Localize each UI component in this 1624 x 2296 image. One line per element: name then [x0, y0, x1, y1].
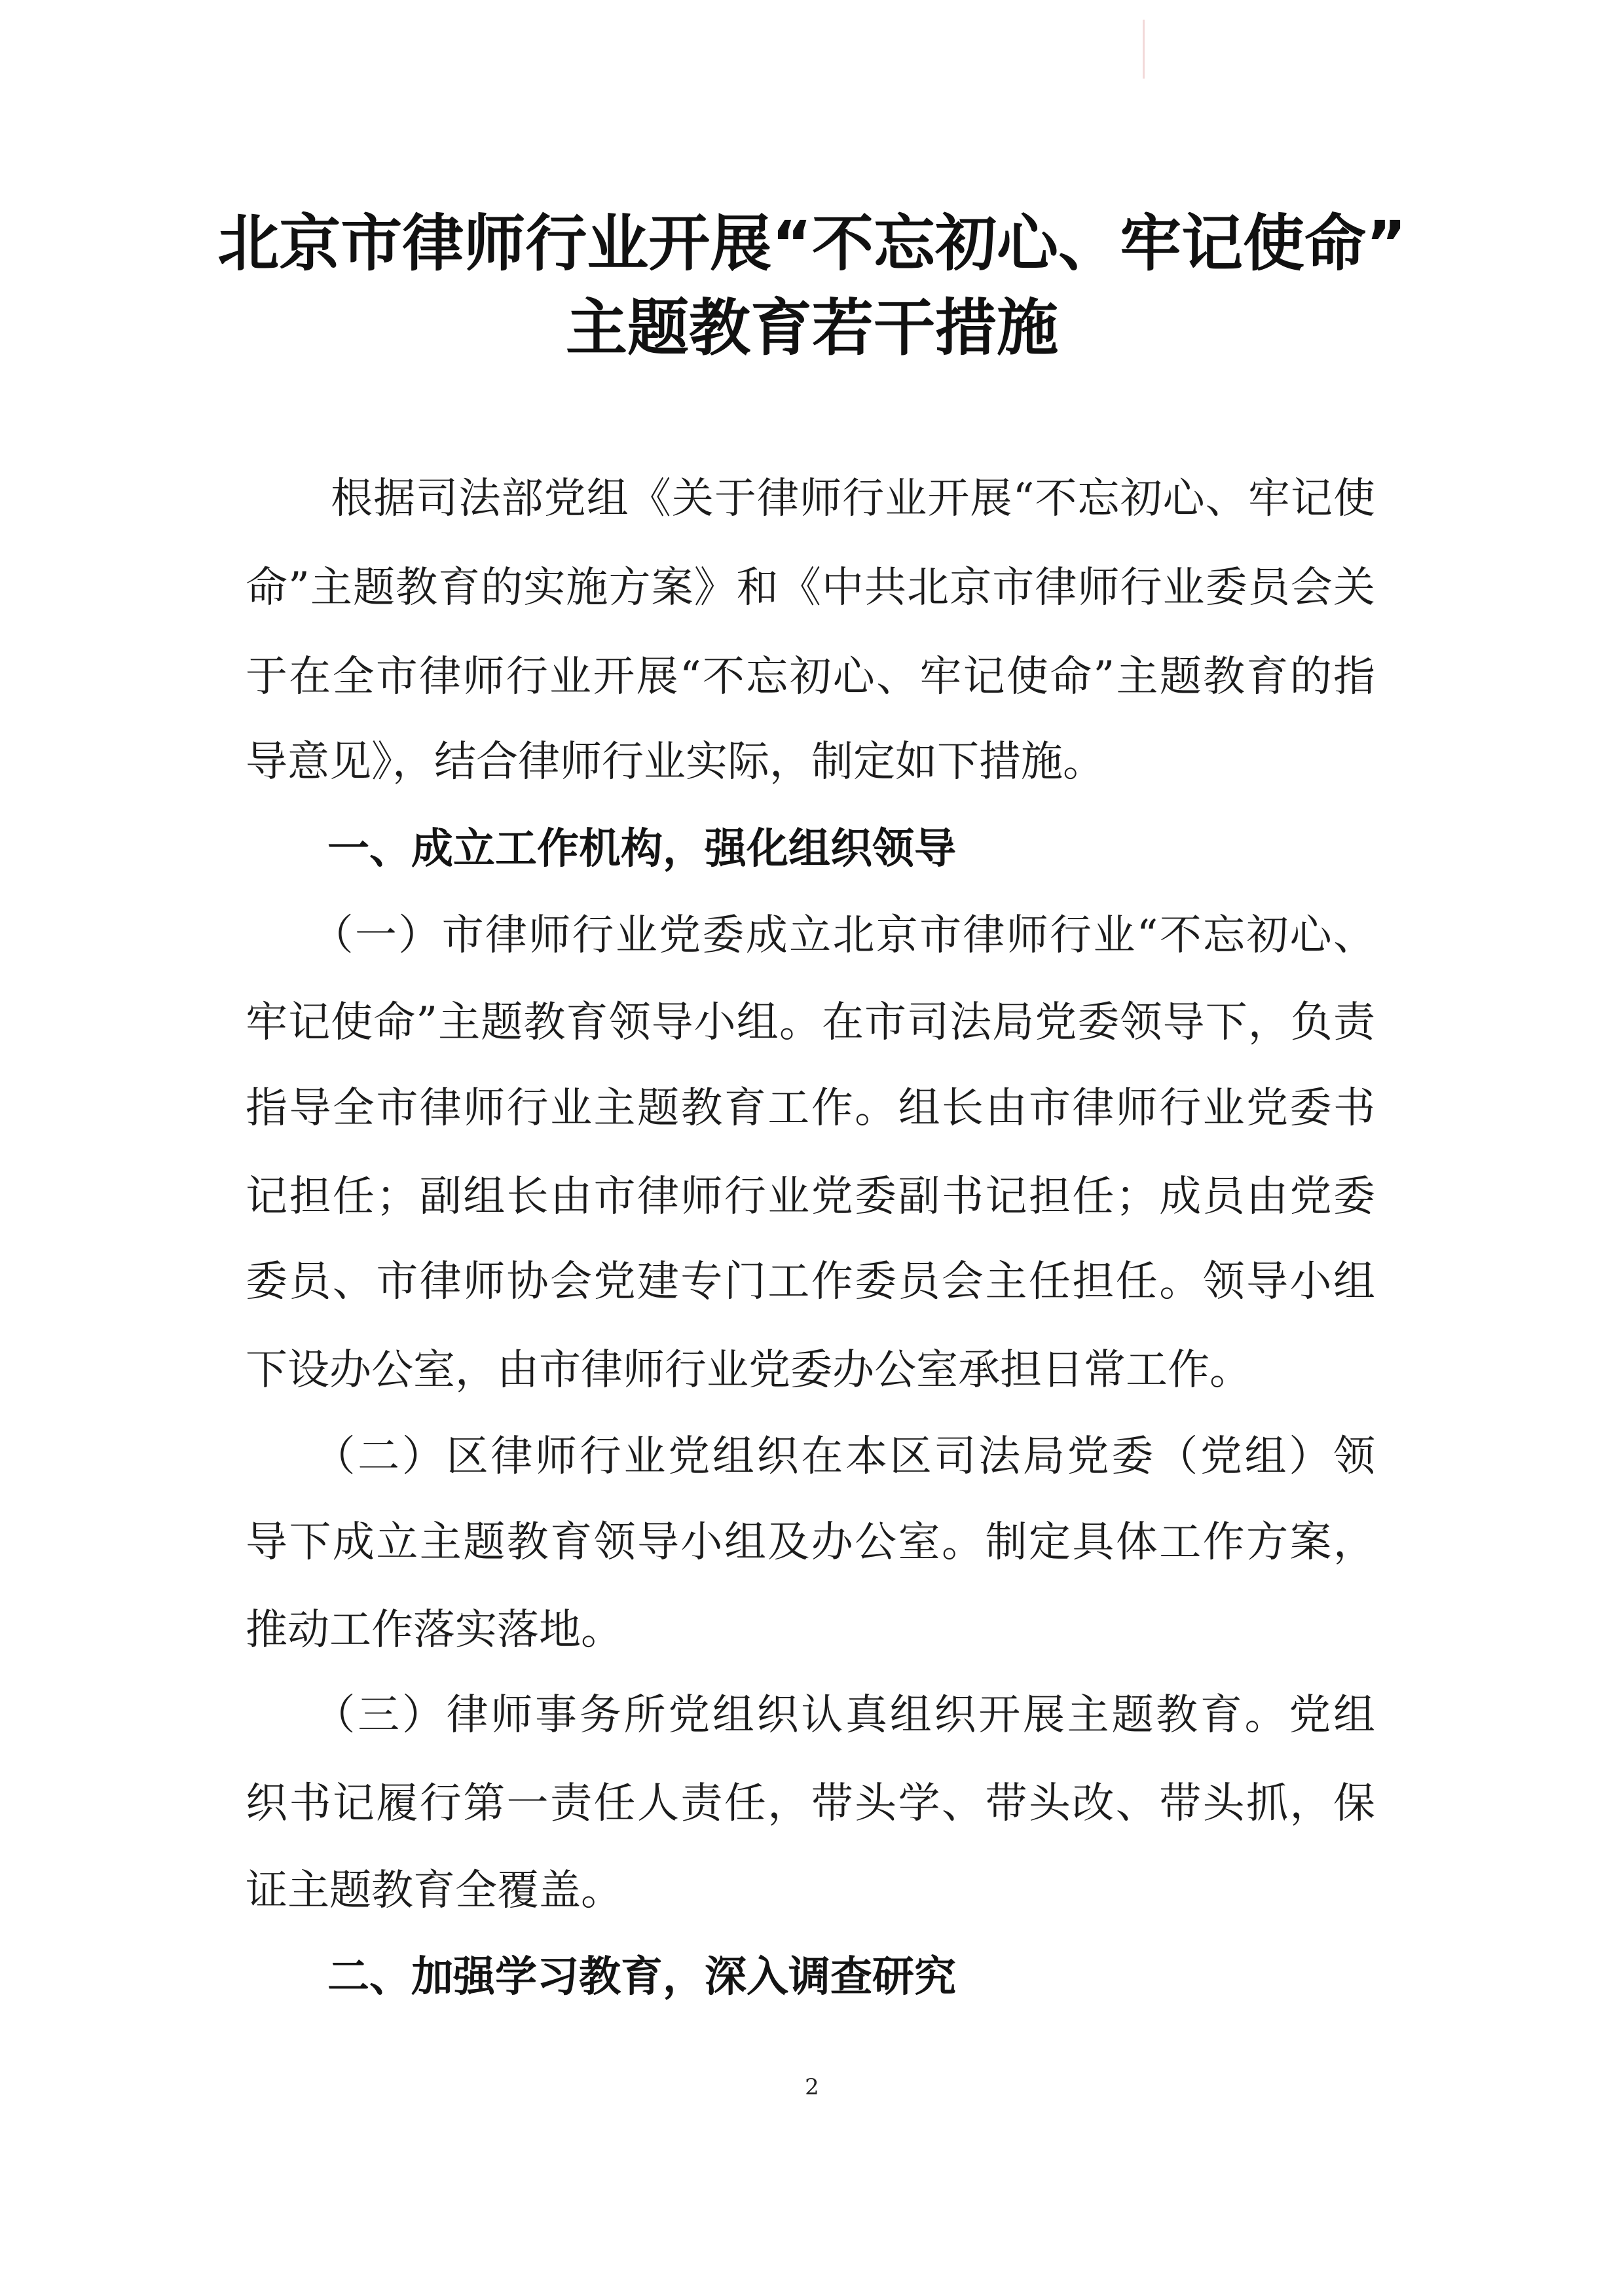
page-number: 2	[805, 2074, 819, 2100]
item-3-line-2: 织书记履行第一责任人责任，带头学、带头改、带头抓，保	[246, 1779, 1375, 1828]
document-title-line-1: 北京市律师行业开展“不忘初心、牢记使命”	[217, 208, 1407, 280]
item-2-line-2: 导下成立主题教育领导小组及办公室。制定具体工作方案，	[246, 1518, 1375, 1567]
item-3-line-1: （三）律师事务所党组织认真组织开展主题教育。党组	[246, 1691, 1375, 1740]
section-1-heading: 一、成立工作机构，强化组织领导	[327, 825, 956, 873]
scan-artifact	[1143, 20, 1145, 79]
section-2-heading: 二、加强学习教育，深入调查研究	[327, 1953, 956, 2001]
item-2-line-1: （二）区律师行业党组织在本区司法局党委（党组）领	[246, 1432, 1375, 1481]
item-1-line-2: 牢记使命”主题教育领导小组。在市司法局党委领导下，负责	[246, 998, 1375, 1047]
item-1-line-5: 委员、市律师协会党建专门工作委员会主任担任。领导小组	[246, 1258, 1375, 1306]
item-1-line-3: 指导全市律师行业主题教育工作。组长由市律师行业党委书	[246, 1084, 1375, 1133]
intro-line-4: 导意见》，结合律师行业实际，制定如下措施。	[246, 738, 1105, 786]
intro-line-3: 于在全市律师行业开展“不忘初心、牢记使命”主题教育的指	[246, 653, 1375, 701]
item-2-line-3: 推动工作落实落地。	[246, 1606, 623, 1654]
intro-line-1: 根据司法部党组《关于律师行业开展“不忘初心、牢记使	[246, 475, 1375, 523]
document-title-line-2: 主题教育若干措施	[565, 293, 1058, 364]
item-1-line-1: （一）市律师行业党委成立北京市律师行业“不忘初心、	[246, 911, 1375, 960]
item-3-line-3: 证主题教育全覆盖。	[246, 1867, 623, 1915]
item-1-line-6: 下设办公室，由市律师行业党委办公室承担日常工作。	[246, 1346, 1251, 1394]
intro-line-2: 命”主题教育的实施方案》和《中共北京市律师行业委员会关	[246, 564, 1375, 612]
item-1-line-4: 记担任；副组长由市律师行业党委副书记担任；成员由党委	[246, 1173, 1375, 1221]
